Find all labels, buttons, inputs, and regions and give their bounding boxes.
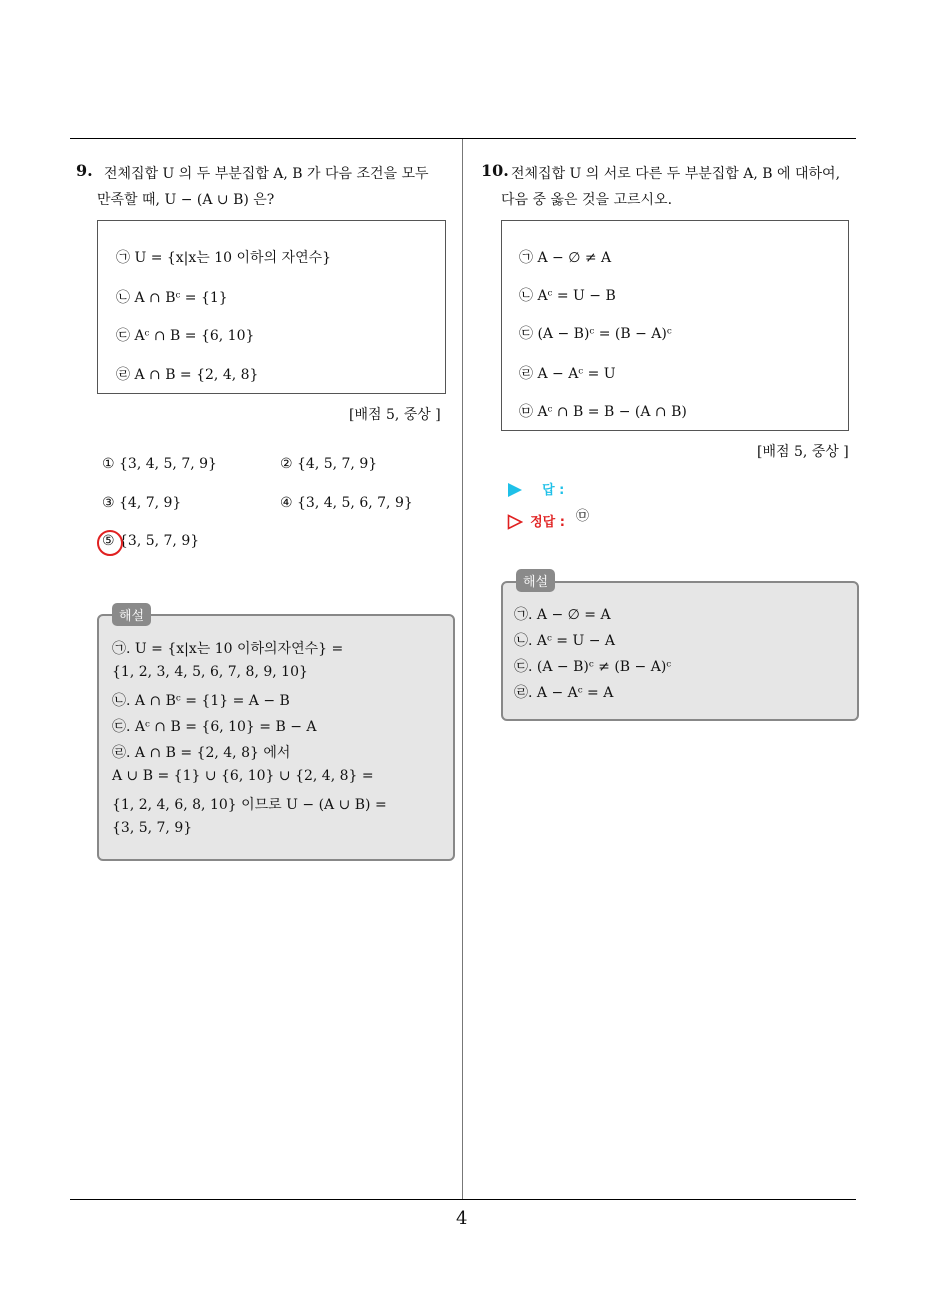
question-9-stem-line2: 만족할 때, U − (A ∪ B) 은? [97, 192, 275, 208]
condition-item: ㉢ Aᶜ ∩ B = {6, 10} [116, 328, 255, 344]
solution-line: ㉠. U = {x|x는 10 이하의자연수} = [112, 641, 344, 657]
solution-box [97, 614, 455, 861]
solution-line: A ∪ B = {1} ∪ {6, 10} ∪ {2, 4, 8} = [112, 768, 374, 784]
condition-item: ㉣ A − Aᶜ = U [519, 366, 616, 382]
play-arrow-icon [507, 482, 523, 498]
option-4[interactable]: ④ {3, 4, 5, 6, 7, 9} [280, 495, 413, 511]
correct-value: ㉤ [576, 509, 590, 524]
solution-box [501, 581, 859, 721]
question-9-stem-line1: 전체집합 U 의 두 부분집합 A, B 가 다음 조건을 모두 [104, 166, 429, 182]
outline-arrow-icon [507, 514, 523, 530]
column-divider [462, 139, 463, 1200]
condition-item: ㉠ A − ∅ ≠ A [519, 250, 612, 266]
option-3[interactable]: ③ {4, 7, 9} [102, 495, 182, 511]
score-label: [배점 5, 중상 ] [349, 407, 441, 423]
solution-line: ㉣. A ∩ B = {2, 4, 8} 에서 [112, 745, 291, 761]
question-10-stem-line2: 다음 중 옳은 것을 고르시오. [501, 192, 673, 208]
correct-answer-row [507, 505, 589, 530]
solution-tag: 해설 [112, 603, 151, 626]
answer-label: 답 : [542, 483, 565, 498]
answer-row [507, 479, 564, 498]
score-label: [배점 5, 중상 ] [757, 444, 849, 460]
solution-line: {1, 2, 3, 4, 5, 6, 7, 8, 9, 10} [112, 664, 308, 680]
condition-box [97, 220, 446, 394]
condition-item: ㉡ Aᶜ = U − B [519, 288, 616, 304]
option-5[interactable]: ⑤ {3, 5, 7, 9} [102, 533, 200, 549]
option-2[interactable]: ② {4, 5, 7, 9} [280, 456, 378, 472]
solution-line: ㉠. A − ∅ = A [514, 607, 611, 623]
solution-tag: 해설 [516, 569, 555, 592]
condition-item: ㉢ (A − B)ᶜ = (B − A)ᶜ [519, 326, 672, 342]
answer-circle-mark [97, 530, 123, 556]
page-number: 4 [456, 1208, 468, 1229]
question-number: 9. [76, 161, 93, 180]
solution-line: ㉡. Aᶜ = U − A [514, 633, 616, 649]
condition-item: ㉡ A ∩ Bᶜ = {1} [116, 290, 228, 306]
question-10-stem-line1: 전체집합 U 의 서로 다른 두 부분집합 A, B 에 대하여, [511, 166, 841, 182]
condition-box [501, 220, 849, 431]
condition-item: ㉠ U = {x|x는 10 이하의 자연수} [116, 250, 332, 266]
condition-item: ㉤ Aᶜ ∩ B = B − (A ∩ B) [519, 404, 687, 420]
condition-item: ㉣ A ∩ B = {2, 4, 8} [116, 367, 259, 383]
question-10 [481, 161, 509, 180]
option-1[interactable]: ① {3, 4, 5, 7, 9} [102, 456, 217, 472]
solution-line: ㉢. (A − B)ᶜ ≠ (B − A)ᶜ [514, 659, 672, 675]
solution-line: ㉢. Aᶜ ∩ B = {6, 10} = B − A [112, 719, 317, 735]
question-9 [76, 161, 93, 180]
solution-line: ㉡. A ∩ Bᶜ = {1} = A − B [112, 693, 290, 709]
top-rule [70, 138, 856, 139]
solution-line: {1, 2, 4, 6, 8, 10} 이므로 U − (A ∪ B) = [112, 797, 387, 813]
solution-line: {3, 5, 7, 9} [112, 820, 193, 836]
bottom-rule [70, 1199, 856, 1200]
question-number: 10. [481, 161, 509, 180]
solution-line: ㉣. A − Aᶜ = A [514, 685, 614, 701]
correct-label: 정답 : [530, 515, 565, 531]
